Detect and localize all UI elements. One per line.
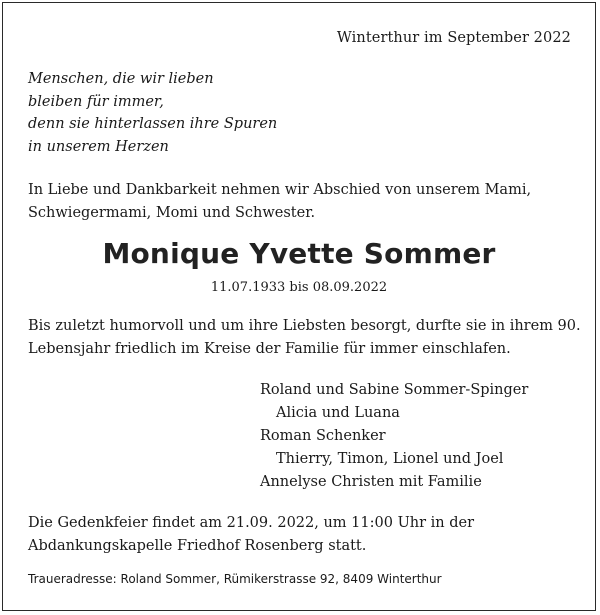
passing-text: Bis zuletzt humorvoll und um ihre Liebsten besorgt, durfte sie in ihrem 90. Lebensjahr friedlich im Kreise der Familie für immer einschlafen. — [28, 318, 581, 357]
mourner-line: Roland und Sabine Sommer-Spinger — [260, 382, 529, 398]
poem — [28, 68, 277, 158]
intro-text: In Liebe und Dankbarkeit nehmen wir Abschied von unserem Mami, Schwiegermami, Momi und Schwester. — [28, 182, 532, 221]
mourner-line: Roman Schenker — [260, 428, 386, 444]
deceased-name: Monique Yvette Sommer — [102, 237, 496, 270]
poem-line: bleiben für immer, — [28, 93, 164, 110]
poem-line: Menschen, die wir lieben — [28, 71, 214, 87]
ceremony-text: Die Gedenkfeier findet am 21.09. 2022, um 11:00 Uhr in der Abdankungskapelle Friedhof Rosenberg statt. — [28, 515, 475, 554]
mourners-list — [260, 379, 528, 494]
poem-line: in unserem Herzen — [28, 138, 169, 155]
place-date: Winterthur im September 2022 — [336, 30, 571, 46]
mourner-line: Thierry, Timon, Lionel und Joel — [276, 451, 504, 467]
obituary-frame — [2, 2, 596, 611]
mourner-line: Alicia und Luana — [276, 405, 400, 421]
mourner-line: Annelyse Christen mit Familie — [260, 474, 482, 490]
life-dates: 11.07.1933 bis 08.09.2022 — [210, 280, 388, 295]
poem-line: denn sie hinterlassen ihre Spuren — [28, 116, 278, 132]
mourning-address: Traueradresse: Roland Sommer, Rümikerstrasse 92, 8409 Winterthur — [28, 572, 442, 586]
